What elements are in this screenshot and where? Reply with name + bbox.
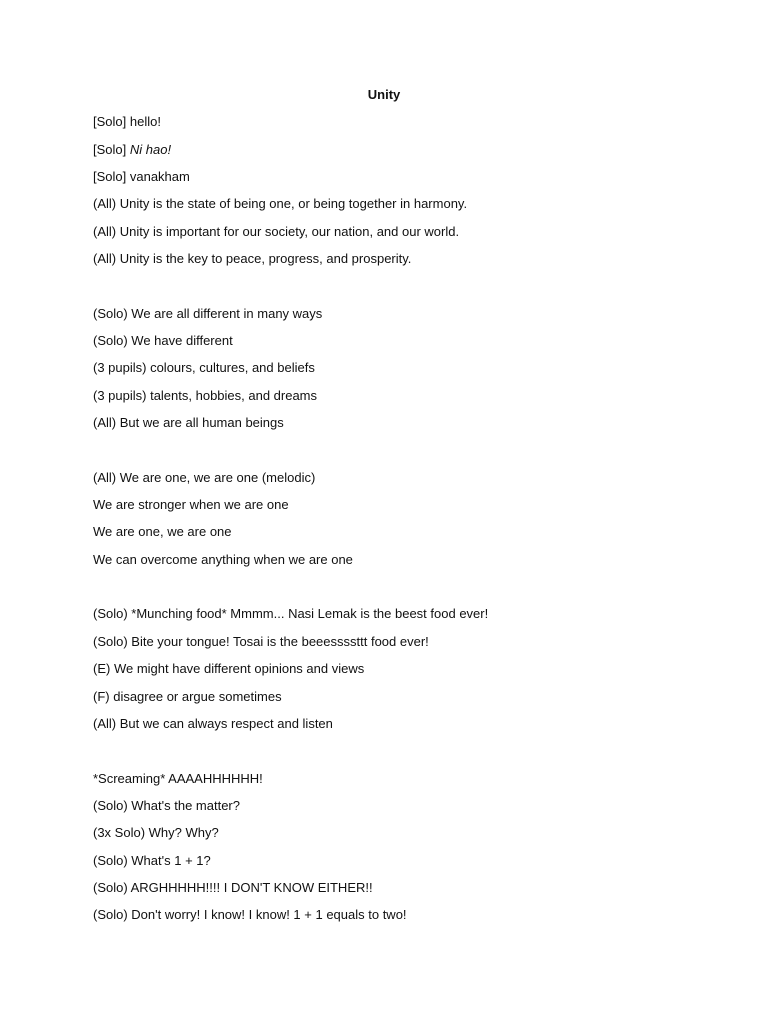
script-line [93, 518, 693, 545]
line-text: (Solo) ARGHHHHH!!!! I DON'T KNOW EITHER!! [93, 879, 373, 895]
line-text: (All) Unity is the state of being one, or being together in harmony. [93, 196, 468, 212]
line-text: [Solo] hello! [93, 114, 161, 130]
script-line [93, 108, 693, 135]
script-line [93, 245, 693, 272]
line-text: (Solo) We have different [93, 333, 233, 349]
script-line [93, 628, 693, 655]
document-body [93, 108, 693, 928]
script-line [93, 218, 693, 245]
script-line [93, 300, 693, 327]
line-text: (3x Solo) Why? Why? [93, 825, 219, 841]
line-text: (F) disagree or argue sometimes [93, 688, 282, 704]
line-text: (Solo) What's the matter? [93, 797, 240, 813]
script-line [93, 136, 693, 163]
blank-line [93, 436, 693, 463]
line-text: (Solo) We are all different in many ways [93, 305, 323, 321]
script-line [93, 382, 693, 409]
script-line [93, 491, 693, 518]
line-text: [Solo] [93, 141, 130, 157]
script-line [93, 163, 693, 190]
line-text: (All) Unity is the key to peace, progress, and prosperity. [93, 251, 412, 267]
document-title: Unity [367, 87, 401, 102]
line-text: (All) But we can always respect and listen [93, 715, 333, 731]
line-text: (All) But we are all human beings [93, 415, 284, 431]
blank-line [93, 737, 693, 764]
script-line [93, 464, 693, 491]
script-line [93, 901, 693, 928]
line-text: (All) We are one, we are one (melodic) [93, 469, 316, 485]
line-text: We are stronger when we are one [93, 497, 289, 513]
script-line [93, 190, 693, 217]
line-text: We can overcome anything when we are one [93, 551, 353, 567]
script-line [93, 354, 693, 381]
script-line [93, 710, 693, 737]
line-text: (All) Unity is important for our society, our nation, and our world. [93, 223, 460, 239]
script-line [93, 683, 693, 710]
line-text: (Solo) Don't worry! I know! I know! 1 + 1 equals to two! [93, 907, 407, 923]
line-text: We are one, we are one [93, 524, 232, 540]
line-text: (3 pupils) colours, cultures, and beliefs [93, 360, 315, 376]
script-line [93, 655, 693, 682]
line-text: (3 pupils) talents, hobbies, and dreams [93, 387, 318, 403]
blank-line [93, 272, 693, 299]
line-text: *Screaming* AAAAHHHHHH! [93, 770, 263, 786]
script-line [93, 765, 693, 792]
blank-line [93, 573, 693, 600]
script-line [93, 819, 693, 846]
script-line [93, 792, 693, 819]
line-italic-text: Ni hao! [129, 141, 172, 157]
line-text: (Solo) *Munching food* Mmmm... Nasi Lemak is the beest food ever! [93, 606, 489, 622]
script-line [93, 409, 693, 436]
script-line [93, 600, 693, 627]
line-text: (E) We might have different opinions and views [93, 661, 365, 677]
line-text: (Solo) Bite your tongue! Tosai is the beeessssttt food ever! [93, 633, 429, 649]
script-line [93, 874, 693, 901]
script-line [93, 327, 693, 354]
line-text: [Solo] vanakham [93, 168, 190, 184]
line-text: (Solo) What's 1 + 1? [93, 852, 211, 868]
script-line [93, 847, 693, 874]
script-line [93, 546, 693, 573]
